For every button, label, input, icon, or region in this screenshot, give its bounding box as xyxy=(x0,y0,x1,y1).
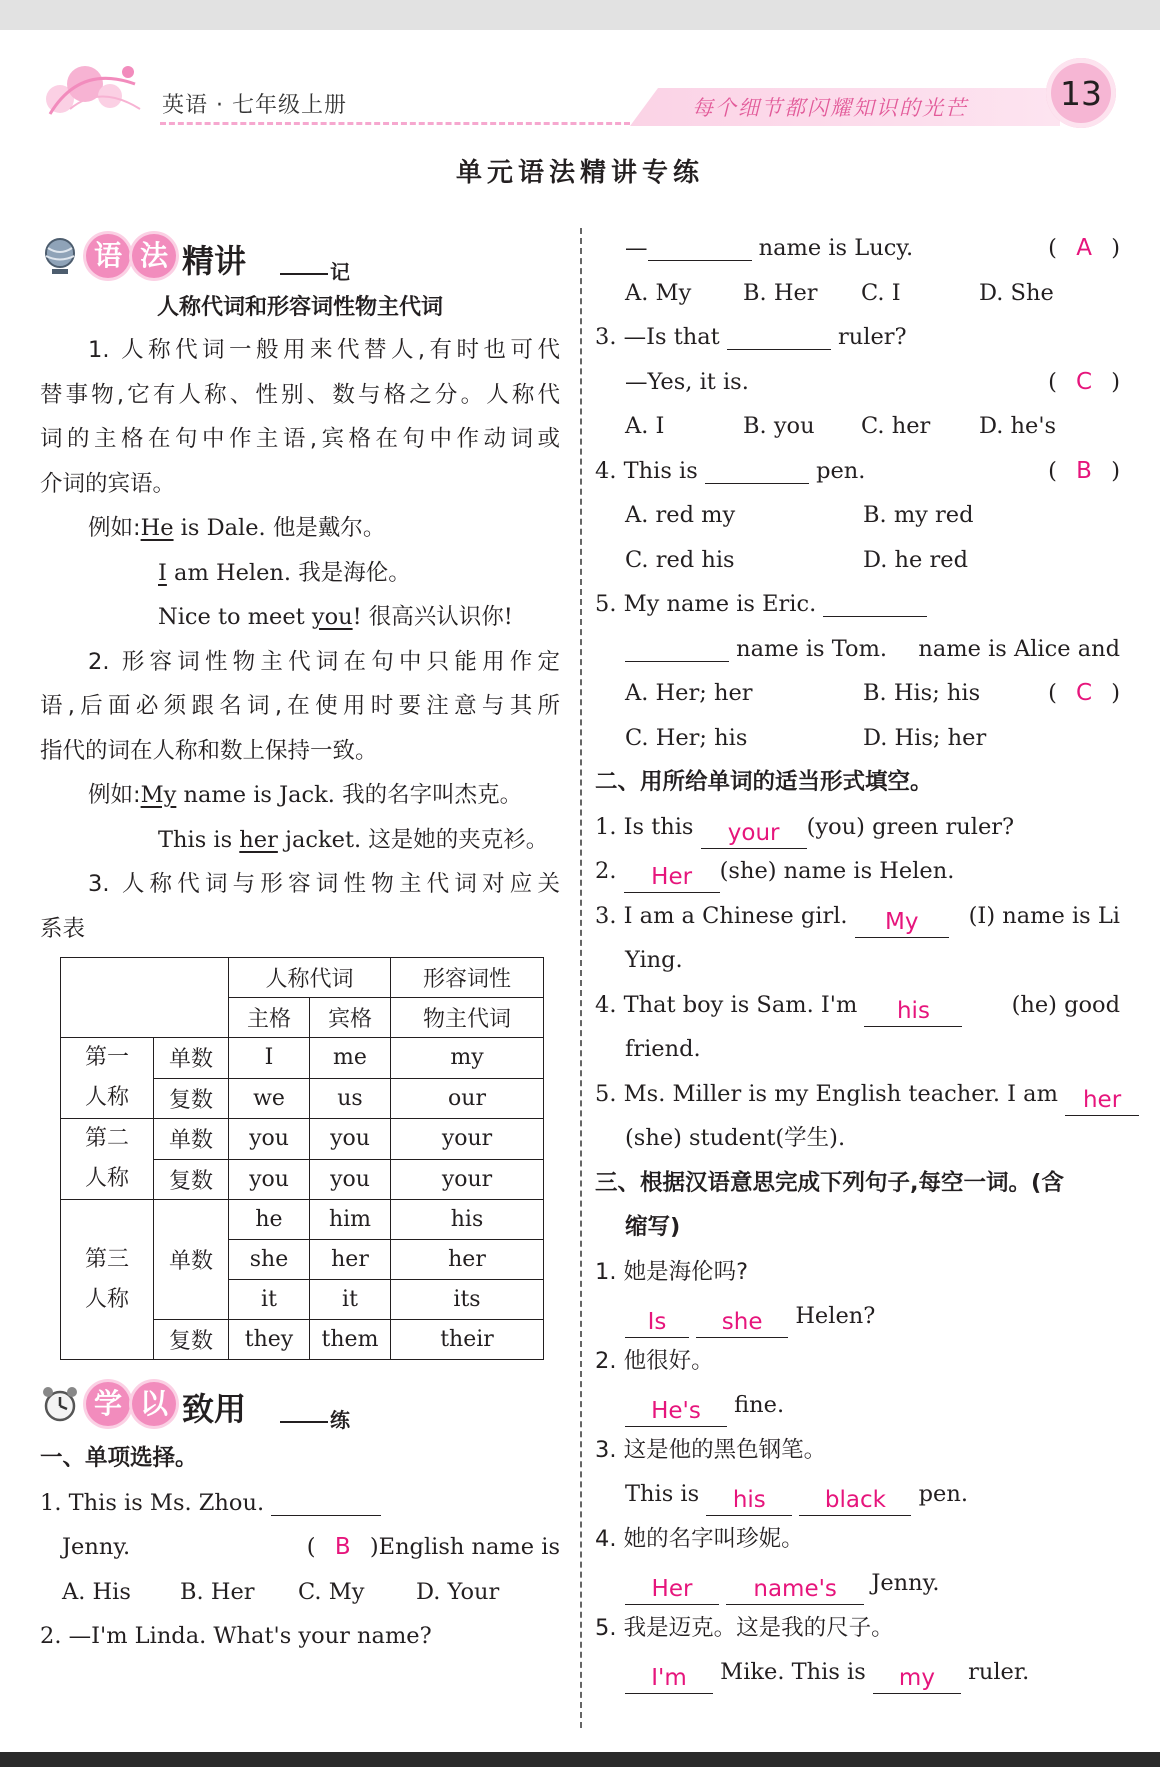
grammar-text: 1. 人称代词一般用来代替人,有时也可代 xyxy=(88,337,560,363)
question-4: 4. This is pen. ( B ) xyxy=(595,449,1120,494)
grammar-text: 2. 形容词性物主代词在句中只能用作定 xyxy=(88,648,560,675)
table-row: she her her xyxy=(61,1240,544,1280)
answer-choice: C xyxy=(1076,680,1093,706)
table-row: 复数 they them their xyxy=(61,1320,544,1360)
option[interactable]: B. Her xyxy=(180,1578,255,1605)
page-number: 13 xyxy=(1060,74,1102,113)
answer-blank[interactable] xyxy=(625,631,729,662)
answer-choice: B xyxy=(334,1534,351,1560)
option[interactable]: B. Her xyxy=(743,279,818,306)
question-3-options xyxy=(595,404,1120,449)
grammar-heading-tail: 记 xyxy=(280,256,350,285)
option[interactable]: A. Her; her xyxy=(625,680,753,706)
table-header: 物主代词 xyxy=(391,998,544,1038)
practice-heading-word: 致用 xyxy=(182,1390,247,1428)
answer-choice: C xyxy=(1076,368,1093,395)
grammar-text: 语,后面必须跟名词,在使用时要注意与其所 xyxy=(40,693,560,719)
fill-3-cont: Ying. xyxy=(625,947,683,973)
answer-paren: ( A ) xyxy=(1048,235,1120,261)
example-line: This is her jacket. 这是她的夹克衫。 xyxy=(158,826,549,853)
badge-yu: 语 xyxy=(86,234,130,278)
answer-blank[interactable]: she xyxy=(696,1307,788,1338)
grammar-text: 替事物,它有人称、性别、数与格之分。人称代 xyxy=(40,381,560,408)
person-cell: 第三 人称 xyxy=(61,1200,154,1360)
pronoun-table xyxy=(60,957,544,1360)
question-4-options xyxy=(595,493,1120,538)
example-line: Nice to meet you! 很高兴认识你! xyxy=(158,604,513,630)
table-row: 复数 you you your xyxy=(61,1159,544,1200)
answer-choice: A xyxy=(1076,235,1092,261)
answer-paren: ( C ) xyxy=(1048,368,1120,395)
table-row: 复数 we us our xyxy=(61,1078,544,1119)
question-2: 2. —I'm Linda. What's your name? xyxy=(40,1623,432,1649)
answer-blank[interactable] xyxy=(823,586,927,617)
grammar-text: 系表 xyxy=(40,915,86,942)
person-cell: 第二 人称 xyxy=(61,1119,154,1200)
answer-blank[interactable]: Her xyxy=(625,1574,719,1605)
grammar-text: 3. 人称代词与形容词性物主代词对应关 xyxy=(88,871,560,897)
answer-paren: ( C ) xyxy=(1048,680,1120,706)
column-divider xyxy=(580,228,582,1728)
question-2-cont: — name is Lucy. ( A ) xyxy=(595,226,1120,271)
answer-blank[interactable]: My xyxy=(855,907,949,938)
option[interactable]: A. His xyxy=(62,1578,131,1605)
badge-yi: 以 xyxy=(132,1382,176,1426)
translate-4: 4. 她的名字叫珍妮。 xyxy=(595,1525,804,1552)
alarm-clock-icon xyxy=(40,1384,80,1424)
answer-blank[interactable] xyxy=(648,230,752,261)
option[interactable]: D. he's xyxy=(979,413,1057,439)
option[interactable]: C. red his xyxy=(625,546,735,573)
option[interactable]: D. he red xyxy=(863,546,968,573)
table-row: 第三 人称 单数 he him his xyxy=(61,1200,544,1240)
table-row: it it its xyxy=(61,1280,544,1320)
question-3: 3. —Is that ruler? xyxy=(595,315,1120,360)
option[interactable]: A. My xyxy=(625,279,692,306)
fill-3: 3. I am a Chinese girl. My (I) name is Li xyxy=(595,894,1120,939)
option[interactable]: C. My xyxy=(298,1578,365,1605)
question-5: 5. My name is Eric. name is Alice and xyxy=(595,582,1120,627)
option[interactable]: D. She xyxy=(979,279,1054,306)
badge-xue: 学 xyxy=(86,1382,130,1426)
practice-heading xyxy=(40,1374,560,1436)
table-row: 第一 人称 单数 I me my xyxy=(61,1038,544,1079)
globe-icon xyxy=(40,236,80,276)
answer-blank[interactable]: He's xyxy=(625,1396,727,1427)
question-2-options xyxy=(595,271,1120,316)
example-line: 例如:He is Dale. 他是戴尔。 xyxy=(88,515,386,541)
part-three-title: 三、根据汉语意思完成下列句子,每空一词。(含 xyxy=(595,1169,1064,1196)
translate-2: 2. 他很好。 xyxy=(595,1347,714,1374)
grammar-text: 词的主格在句中作主语,宾格在句中作动词或 xyxy=(40,426,560,452)
answer-blank[interactable] xyxy=(271,1485,381,1516)
table-header: 宾格 xyxy=(310,998,391,1038)
table-header: 形容词性 xyxy=(391,958,544,998)
translate-2-answer: He's fine. xyxy=(595,1383,1120,1428)
person-cell: 第一 人称 xyxy=(61,1038,154,1119)
answer-blank[interactable]: my xyxy=(873,1663,961,1694)
answer-blank[interactable]: Her xyxy=(624,862,720,893)
option[interactable]: C. her xyxy=(861,413,931,439)
practice-heading-tail: 练 xyxy=(280,1404,350,1433)
part-two-title: 二、用所给单词的适当形式填空。 xyxy=(595,769,933,795)
table-header: 人称代词 xyxy=(229,958,391,998)
translate-3-answer: This is his black pen. xyxy=(595,1472,1120,1517)
translate-1-answer: Is she Helen? xyxy=(595,1294,1120,1339)
grammar-heading-word: 精讲 xyxy=(182,242,247,280)
book-title: 英语 · 七年级上册 xyxy=(162,93,347,118)
part-one-title: 一、单项选择。 xyxy=(40,1445,198,1471)
answer-blank[interactable]: her xyxy=(1065,1085,1139,1116)
option[interactable]: C. Her; his xyxy=(625,724,748,751)
grammar-text: 指代的词在人称和数上保持一致。 xyxy=(40,737,378,764)
translate-4-answer: Her name's Jenny. xyxy=(595,1561,1120,1606)
fill-1: 1. Is this your (you) green ruler? xyxy=(595,805,1120,850)
answer-blank[interactable] xyxy=(705,453,809,484)
translate-5: 5. 我是迈克。这是我的尺子。 xyxy=(595,1614,894,1641)
question-1: 1. This is Ms. Zhou. English name is xyxy=(40,1481,560,1526)
page-title: 单元语法精讲专练 xyxy=(455,158,704,188)
example-line: I am Helen. 我是海伦。 xyxy=(158,559,411,586)
answer-blank[interactable]: his xyxy=(706,1485,792,1516)
answer-blank[interactable]: I'm xyxy=(625,1663,713,1694)
workbook-page xyxy=(0,30,1160,1752)
translate-3: 3. 这是他的黑色钢笔。 xyxy=(595,1436,827,1463)
fill-5: 5. Ms. Miller is my English teacher. I am her xyxy=(595,1072,1120,1117)
question-1-options xyxy=(40,1570,560,1615)
question-5-options xyxy=(595,671,1120,716)
bottom-margin xyxy=(0,1752,1160,1767)
answer-blank[interactable]: your xyxy=(701,818,807,849)
fill-5-cont: (she) student(学生). xyxy=(625,1125,846,1151)
table-row: 第二 人称 单数 you you your xyxy=(61,1119,544,1160)
slogan-text: 每个细节都闪耀知识的光芒 xyxy=(692,96,968,120)
option[interactable]: A. I xyxy=(625,413,665,439)
option[interactable]: B. His; his xyxy=(863,680,981,706)
example-line: 例如:My name is Jack. 我的名字叫杰克。 xyxy=(88,782,523,808)
badge-fa: 法 xyxy=(132,234,176,278)
option[interactable]: D. His; her xyxy=(863,724,987,751)
question-5-options xyxy=(595,716,1120,761)
answer-paren: ( B ) xyxy=(1048,457,1120,484)
answer-blank[interactable]: black xyxy=(799,1485,911,1516)
option[interactable]: B. you xyxy=(743,413,815,439)
grammar-text: 介词的宾语。 xyxy=(40,470,176,497)
top-margin xyxy=(0,0,1160,30)
translate-1: 1. 她是海伦吗? xyxy=(595,1258,749,1285)
question-3-cont: —Yes, it is. ( C ) xyxy=(595,360,1120,405)
answer-choice: B xyxy=(1076,457,1092,484)
fill-4: 4. That boy is Sam. I'm his (he) good xyxy=(595,983,1120,1028)
question-5-cont: name is Tom. ( C ) xyxy=(595,627,1120,672)
right-column xyxy=(595,226,1120,1695)
table-header: 主格 xyxy=(229,998,310,1038)
translate-5-answer: I'm Mike. This is my ruler. xyxy=(595,1650,1120,1695)
answer-blank[interactable]: his xyxy=(864,996,962,1027)
flower-ornament-icon xyxy=(40,54,150,124)
header-dashed-line xyxy=(160,122,630,125)
answer-blank[interactable]: Is xyxy=(625,1307,689,1338)
part-three-title-cont: 缩写) xyxy=(625,1214,681,1240)
question-4-options xyxy=(595,538,1120,583)
option[interactable]: D. Your xyxy=(416,1578,500,1605)
left-column xyxy=(40,226,560,1659)
question-1-cont: Jenny. ( B ) xyxy=(40,1525,560,1570)
fill-4-cont: friend. xyxy=(625,1036,701,1062)
fill-2: 2. Her (she) name is Helen. xyxy=(595,849,1120,894)
answer-paren: ( B ) xyxy=(306,1534,379,1560)
option[interactable]: B. my red xyxy=(863,502,974,528)
grammar-heading xyxy=(40,226,560,288)
grammar-subtitle: 人称代词和形容词性物主代词 xyxy=(156,295,443,320)
answer-blank[interactable] xyxy=(727,319,831,350)
option[interactable]: C. I xyxy=(861,279,901,306)
option[interactable]: A. red my xyxy=(625,502,736,528)
answer-blank[interactable]: name's xyxy=(726,1574,864,1605)
